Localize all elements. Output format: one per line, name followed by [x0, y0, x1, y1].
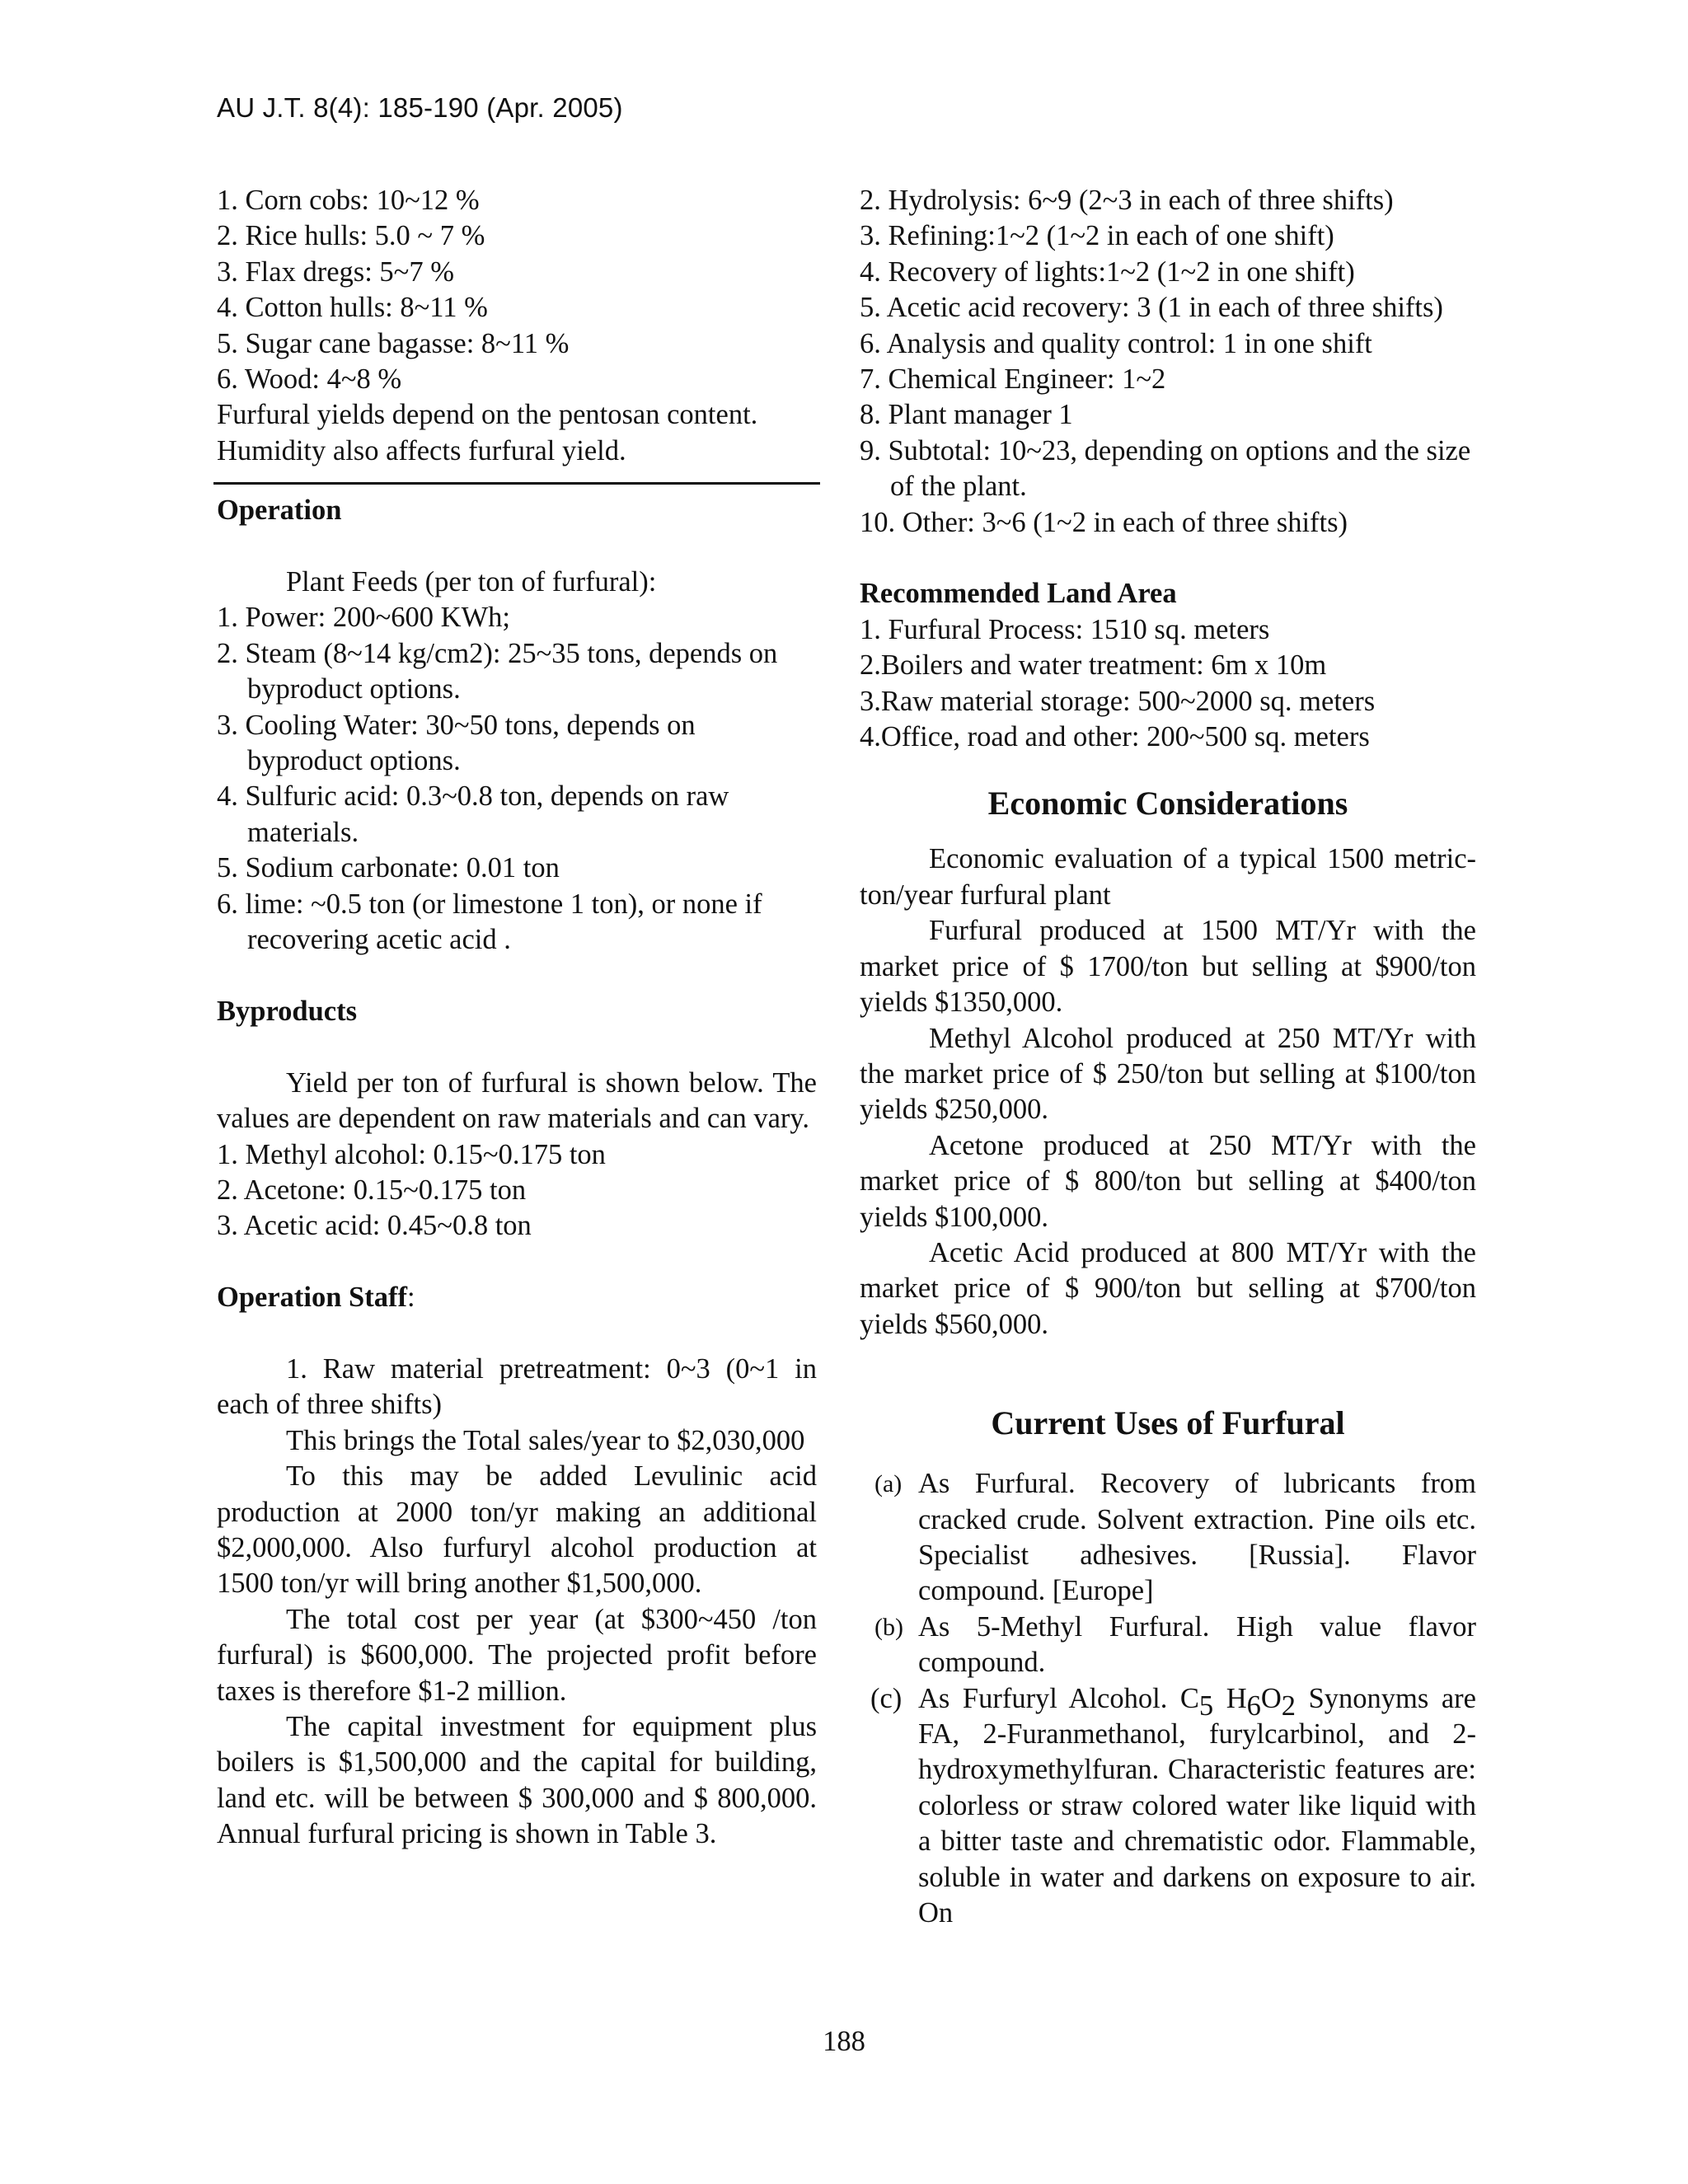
plant-feed-item: 4. Sulfuric acid: 0.3~0.8 ton, depends on raw materials.	[217, 780, 729, 848]
land-item: 2.Boilers and water treatment: 6m x 10m	[860, 649, 1327, 682]
land-item: 1. Furfural Process: 1510 sq. meters	[860, 613, 1270, 645]
econ-paragraph: Acetic Acid produced at 800 MT/Yr with the market price of $ 900/ton but selling at $700/ton yields $560,000.	[860, 1236, 1476, 1340]
plant-feeds-intro: Plant Feeds (per ton of furfural):	[286, 566, 657, 598]
use-label: (b)	[874, 1613, 903, 1641]
staff-heading: Operation Staff	[217, 1282, 407, 1314]
econ-paragraph: Methyl Alcohol produced at 250 MT/Yr with the market price of $ 250/ton but selling at $100/ton yields $250,000.	[860, 1022, 1476, 1126]
section-rule	[213, 482, 820, 485]
use-item-a	[860, 1466, 1476, 1610]
staff-item: 3. Refining:1~2 (1~2 in each of one shift)	[860, 220, 1334, 252]
yield-note: Furfural yields depend on the pentosan content.	[217, 399, 758, 431]
page-number: 188	[823, 2026, 865, 2057]
staff-item: 10. Other: 3~6 (1~2 in each of three shifts)	[860, 506, 1348, 538]
staff-item: 4. Recovery of lights:1~2 (1~2 in one shift)	[860, 255, 1355, 288]
land-item: 3.Raw material storage: 500~2000 sq. meters	[860, 685, 1376, 717]
feed-item: 2. Rice hulls: 5.0 ~ 7 %	[217, 220, 485, 252]
use-item-b	[860, 1610, 1476, 1681]
operation-heading: Operation	[217, 494, 342, 527]
staff-item: 2. Hydrolysis: 6~9 (2~3 in each of three shifts)	[860, 185, 1394, 216]
feed-item: 6. Wood: 4~8 %	[217, 363, 402, 396]
staff-heading-line	[217, 1280, 817, 1315]
staff-item: 8. Plant manager 1	[860, 399, 1073, 431]
subscript: 5	[1198, 1690, 1214, 1722]
paragraph-total-sales: This brings the Total sales/year to $2,030,000	[286, 1424, 805, 1456]
econ-paragraph: Acetone produced at 250 MT/Yr with the market price of $ 800/ton but selling at $400/ton yields $100,000.	[860, 1129, 1476, 1233]
staff-item: 1. Raw material pretreatment: 0~3 (0~1 in each of three shifts)	[217, 1352, 817, 1421]
byproduct-item: 1. Methyl alcohol: 0.15~0.175 ton	[217, 1138, 606, 1170]
staff-item: 6. Analysis and quality control: 1 in one shift	[860, 327, 1372, 359]
staff-item: 9. Subtotal: 10~23, depending on options and the size of the plant.	[860, 434, 1471, 503]
paragraph-levulinic: To this may be added Levulinic acid production at 2000 ton/yr making an additional $2,000,000. Also furfuryl alcohol production at 1500 ton/yr will bring another $1,500,000.	[217, 1460, 817, 1600]
staff-heading-colon: :	[406, 1282, 415, 1314]
use-text: As Furfuryl Alcohol. C5 H6O2 Synonyms are FA, 2-Furanmethanol, furylcarbinol, and 2-hydroxymethylfuran. Characteristic features are: colorless or straw colored water like liquid with a bitter taste and chrematistic odor. Flammable, soluble in water and darkens on exposure to air. On	[918, 1682, 1476, 1929]
paragraph-total-cost: The total cost per year (at $300~450 /ton furfural) is $600,000. The projected profit before taxes is therefore $1-2 million.	[217, 1603, 817, 1707]
staff-item: 5. Acetic acid recovery: 3 (1 in each of three shifts)	[860, 292, 1443, 324]
section-title-uses: Current Uses of Furfural	[991, 1404, 1345, 1442]
use-text: As 5-Methyl Furfural. High value flavor compound.	[918, 1610, 1476, 1679]
use-label: (c)	[870, 1682, 903, 1714]
feed-item: 1. Corn cobs: 10~12 %	[217, 185, 480, 216]
staff-item: 7. Chemical Engineer: 1~2	[860, 363, 1166, 396]
yield-note: Humidity also affects furfural yield.	[217, 434, 626, 466]
byproduct-item: 2. Acetone: 0.15~0.175 ton	[217, 1174, 527, 1206]
feed-item: 3. Flax dregs: 5~7 %	[217, 255, 454, 288]
subscript: 6	[1246, 1690, 1261, 1722]
land-heading: Recommended Land Area	[860, 578, 1177, 610]
right-column	[860, 183, 1476, 1931]
use-item-c	[860, 1681, 1476, 1932]
subscript: 2	[1281, 1690, 1296, 1722]
plant-feed-item: 5. Sodium carbonate: 0.01 ton	[217, 852, 560, 884]
plant-feed-item: 3. Cooling Water: 30~50 tons, depends on byproduct options.	[217, 709, 696, 777]
paragraph-capital: The capital investment for equipment plus boilers is $1,500,000 and the capital for building, land etc. will be between $ 300,000 and $ 800,000. Annual furfural pricing is shown in Table 3.	[217, 1710, 817, 1850]
feed-item: 5. Sugar cane bagasse: 8~11 %	[217, 327, 570, 359]
running-head: AU J.T. 8(4): 185-190 (Apr. 2005)	[217, 92, 623, 123]
left-column	[217, 183, 817, 1853]
plant-feed-item: 2. Steam (8~14 kg/cm2): 25~35 tons, depends on byproduct options.	[217, 637, 778, 705]
use-label: (a)	[874, 1470, 903, 1498]
byproducts-intro: Yield per ton of furfural is shown below. The values are dependent on raw materials and can vary.	[217, 1066, 817, 1135]
plant-feed-item: 6. lime: ~0.5 ton (or limestone 1 ton), or none if recovering acetic acid .	[217, 888, 762, 956]
econ-paragraph: Furfural produced at 1500 MT/Yr with the market price of $ 1700/ton but selling at $900/ton yields $1350,000.	[860, 915, 1476, 1019]
plant-feed-item: 1. Power: 200~600 KWh;	[217, 602, 510, 634]
use-text: As Furfural. Recovery of lubricants from cracked crude. Solvent extraction. Pine oils etc. Specialist adhesives. [Russia]. Flavor compound. [Europe]	[918, 1468, 1476, 1607]
section-title-economic: Economic Considerations	[987, 785, 1348, 823]
byproducts-heading: Byproducts	[217, 995, 357, 1027]
byproduct-item: 3. Acetic acid: 0.45~0.8 ton	[217, 1210, 532, 1242]
land-item: 4.Office, road and other: 200~500 sq. meters	[860, 721, 1370, 753]
econ-paragraph: Economic evaluation of a typical 1500 metric-ton/year furfural plant	[860, 843, 1476, 911]
feed-item: 4. Cotton hulls: 8~11 %	[217, 292, 488, 324]
